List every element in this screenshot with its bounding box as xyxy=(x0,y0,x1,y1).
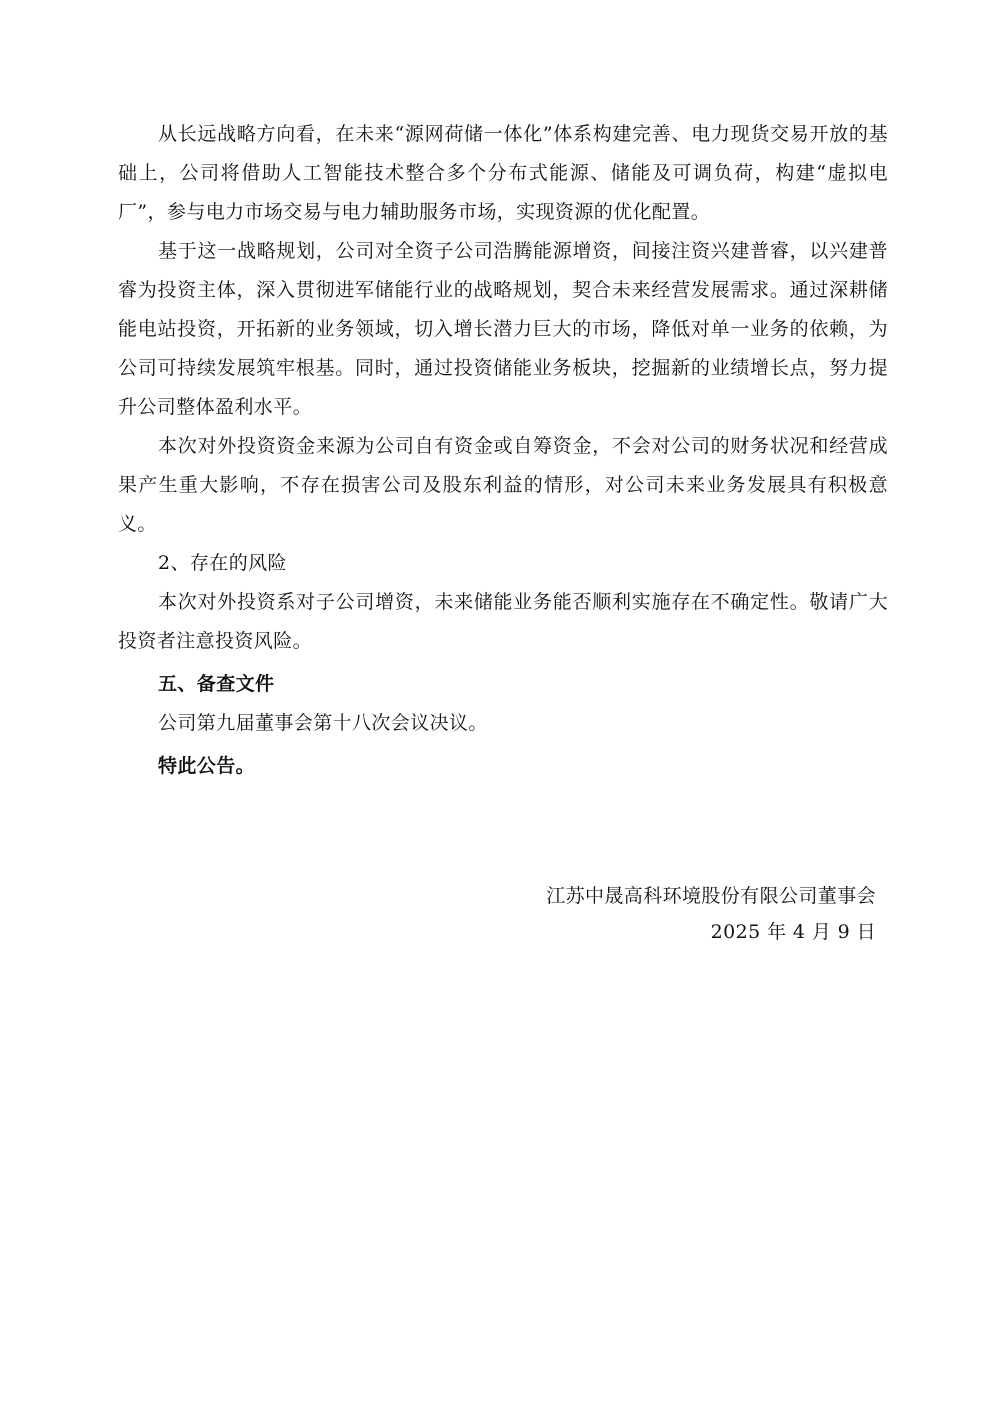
paragraph-strategy: 从长远战略方向看，在未来“源网荷储一体化”体系构建完善、电力现货交易开放的基础上，公司将借助人工智能技术整合多个分布式能源、储能及可调负荷，构建“虚拟电厂”，参与电力市场交易与电力辅助服务市场，实现资源的优化配置。 xyxy=(118,123,888,223)
signature-date: 2025 年 4 月 9 日 xyxy=(710,921,876,943)
signature-block xyxy=(546,878,876,950)
section-five-heading: 五、备查文件 xyxy=(158,673,275,695)
risk-paragraph: 本次对外投资系对子公司增资，未来储能业务能否顺利实施存在不确定性。敬请广大投资者注意投资风险。 xyxy=(118,591,888,652)
risk-heading: 2、存在的风险 xyxy=(158,552,287,574)
document-body xyxy=(118,115,888,786)
section-five-paragraph: 公司第九届董事会第十八次会议决议。 xyxy=(158,712,488,734)
paragraph-plan: 基于这一战略规划，公司对全资子公司浩腾能源增资，间接注资兴建普睿，以兴建普睿为投资主体，深入贯彻进军储能行业的战略规划，契合未来经营发展需求。通过深耕储能电站投资，开拓新的业务领域，切入增长潜力巨大的市场，降低对单一业务的依赖，为公司可持续发展筑牢根基。同时，通过投资储能业务板块，挖掘新的业绩增长点，努力提升公司整体盈利水平。 xyxy=(118,240,888,418)
closing-notice: 特此公告。 xyxy=(158,755,256,777)
paragraph-funding: 本次对外投资资金来源为公司自有资金或自筹资金，不会对公司的财务状况和经营成果产生重大影响，不存在损害公司及股东利益的情形，对公司未来业务发展具有积极意义。 xyxy=(118,435,888,535)
signature-company: 江苏中晟高科环境股份有限公司董事会 xyxy=(546,885,876,907)
